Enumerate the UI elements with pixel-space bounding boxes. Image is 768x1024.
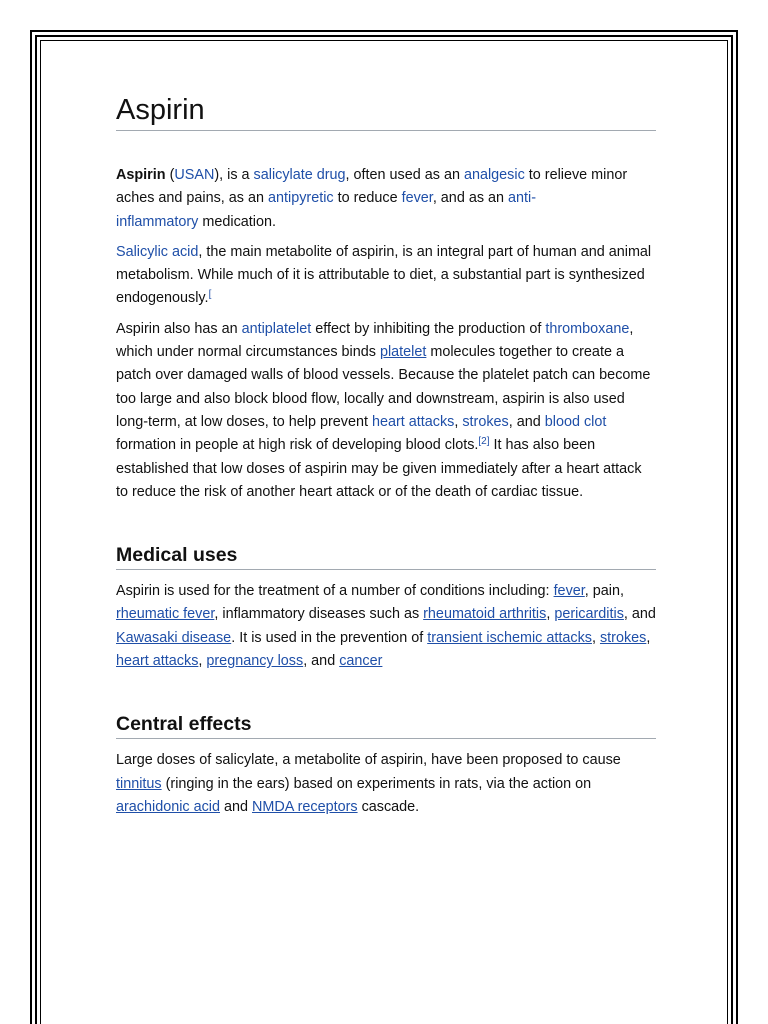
link-rheumatoid-arthritis[interactable]: rheumatoid arthritis — [423, 606, 547, 623]
reference-1[interactable]: [ — [208, 289, 212, 301]
link-pregnancy-loss[interactable]: pregnancy loss — [206, 653, 304, 670]
link-usan[interactable]: USAN — [174, 167, 215, 183]
link-rheumatic-fever[interactable]: rheumatic fever — [116, 606, 215, 623]
link-salicylate-drug[interactable]: salicylate drug — [253, 167, 346, 183]
link-antiplatelet[interactable]: antiplatelet — [241, 320, 312, 337]
section-heading-medical-uses: Medical uses — [116, 542, 656, 570]
link-fever[interactable]: fever — [401, 190, 433, 207]
link-nmda-receptors[interactable]: NMDA receptors — [252, 798, 358, 815]
bold-term: Aspirin — [116, 167, 166, 183]
link-kawasaki-disease[interactable]: Kawasaki disease — [116, 629, 232, 646]
page-title: Aspirin — [116, 92, 656, 131]
link-salicylic-acid[interactable]: Salicylic acid — [116, 243, 199, 260]
link-pericarditis[interactable]: pericarditis — [554, 606, 624, 623]
link-heart-attacks[interactable]: heart attacks — [116, 653, 199, 670]
reference-2[interactable]: [2] — [478, 436, 490, 448]
link-blood-clot[interactable]: blood clot — [544, 413, 607, 430]
link-transient-ischemic-attacks[interactable]: transient ischemic attacks — [427, 629, 592, 646]
link-strokes[interactable]: strokes — [462, 413, 509, 430]
link-cancer[interactable]: cancer — [339, 653, 383, 670]
link-fever[interactable]: fever — [553, 583, 585, 600]
intro-paragraph-2: Salicylic acid, the main metabolite of aspirin, is an integral part of human and animal metabolism. While much of it is attributable to diet, a substantial part is synthesized endogenously.[ — [116, 243, 652, 307]
link-strokes[interactable]: strokes — [599, 629, 647, 646]
intro-paragraph-1: Aspirin (USAN), is a salicylate drug, often used as an analgesic to relieve minor aches and pains, as an antipyretic to reduce fever, and as an anti- inflammatory medication. — [116, 167, 628, 230]
link-tinnitus[interactable]: tinnitus — [116, 775, 162, 792]
section-heading-central-effects: Central effects — [116, 711, 656, 739]
link-antipyretic[interactable]: antipyretic — [268, 190, 334, 207]
central-effects-paragraph: Large doses of salicylate, a metabolite of aspirin, have been proposed to cause tinnitus (ringing in the ears) based on experiments in rats, via the action on arachidonic acid and NMDA receptors cascade. — [116, 752, 621, 815]
link-anti-inflammatory[interactable]: anti- inflammatory — [116, 190, 537, 230]
link-analgesic[interactable]: analgesic — [463, 167, 525, 183]
link-platelet[interactable]: platelet — [379, 344, 427, 361]
medical-uses-paragraph: Aspirin is used for the treatment of a number of conditions including: fever, pain, rheumatic fever, inflammatory diseases such as rheumatoid arthritis, pericarditis, and Kawasaki disease. It is used in the prevention of transient ischemic attacks, strokes, heart attacks, pregnancy loss, and cancer — [116, 583, 656, 670]
link-arachidonic-acid[interactable]: arachidonic acid — [116, 798, 220, 815]
link-heart-attacks[interactable]: heart attacks — [371, 413, 455, 430]
article-content — [116, 92, 656, 819]
link-thromboxane[interactable]: thromboxane — [545, 320, 630, 337]
intro-paragraph-3: Aspirin also has an antiplatelet effect by inhibiting the production of thromboxane, which under normal circumstances binds platelet molecules together to create a patch over damaged walls of blood vessels. Because the platelet patch can become too large and also block blood flow, locally and downstream, aspirin is also used long-term, at low doses, to help prevent heart attacks, strokes, and blood clot formation in people at high risk of developing blood clots.[2] It has also been established that low doses of aspirin may be given immediately after a heart attack to reduce the risk of another heart attack or of the death of cardiac tissue. — [116, 320, 651, 500]
